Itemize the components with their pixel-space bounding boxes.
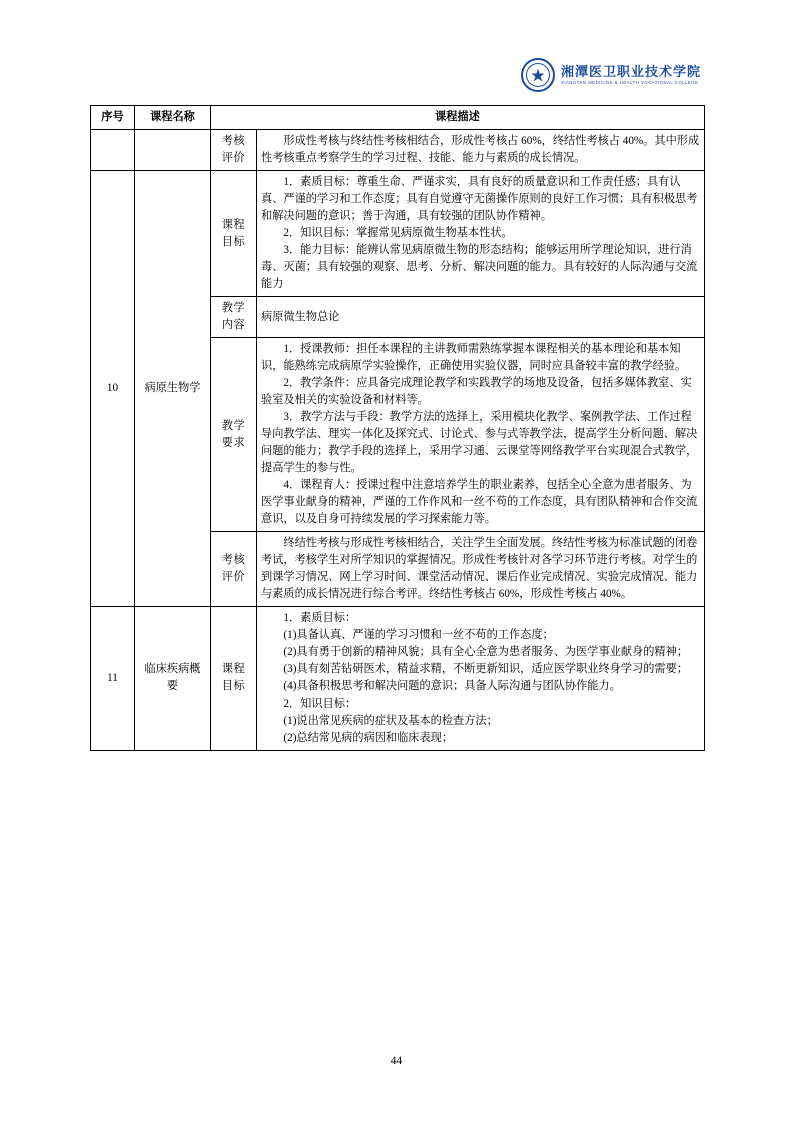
section-key-line1: 课程 bbox=[221, 663, 246, 676]
paragraph: (1)具备认真、严谨的学习习惯和一丝不苟的工作态度； bbox=[283, 629, 554, 642]
section-key-line1: 考核 bbox=[221, 135, 246, 148]
section-key-line1: 课程 bbox=[221, 218, 246, 231]
course-description-table bbox=[90, 105, 705, 751]
paragraph: 4．课程育人：授课过程中注意培养学生的职业素养，包括全心全意为患者服务、为医学事业献身的精神，严谨的工作作风和一丝不苟的工作态度，具有团队精神和合作交流意识，以及自身可持续发展的学习探索能力等。 bbox=[261, 479, 698, 526]
paragraph: 3．教学方法与手段：教学方法的选择上，采用模块化教学、案例教学法、工作过程导向教学法、理实一体化及探究式、讨论式、参与式等教学法，提高学生分析问题、解决问题的能力；教学手段的选择上，采用学习通、云课堂等网络教学平台实现混合式教学，提高学生的参与性。 bbox=[261, 411, 698, 475]
section-key-line2: 目标 bbox=[221, 235, 246, 248]
cell-section-text bbox=[257, 130, 705, 171]
header-no: 序号 bbox=[91, 106, 135, 130]
cell-section-text bbox=[257, 297, 705, 338]
college-logo-text bbox=[561, 65, 701, 86]
paragraph: 2．教学条件：应具备完成理论教学和实践教学的场地及设备，包括多媒体教室、实验室及相关的实验设备和材料等。 bbox=[261, 377, 692, 407]
section-key-line2: 要求 bbox=[221, 436, 246, 449]
section-key-line1: 教学 bbox=[221, 302, 246, 315]
cell-no: 10 bbox=[91, 171, 135, 607]
cell-course-name bbox=[135, 130, 211, 171]
college-name-cn: 湘潭医卫职业技术学院 bbox=[560, 63, 701, 79]
section-key-line2: 评价 bbox=[221, 152, 246, 165]
cell-course-name: 病原生物学 bbox=[135, 171, 211, 607]
header-course-name: 课程名称 bbox=[135, 106, 211, 130]
paragraph: 2．知识目标： bbox=[283, 697, 357, 710]
paragraph: (1)说出常见疾病的症状及基本的检查方法； bbox=[283, 714, 498, 727]
section-key-line1: 教学 bbox=[221, 419, 246, 432]
paragraph: (4)具备积极思考和解决问题的意识；具备人际沟通与团队协作能力。 bbox=[283, 680, 621, 693]
cell-section-text bbox=[257, 338, 705, 532]
cell-section-key bbox=[211, 607, 257, 750]
table-row bbox=[91, 171, 705, 297]
paragraph: 形成性考核与终结性考核相结合，形成性考核占 60%，终结性考核占 40%。其中形成性考核重点考察学生的学习过程、技能、能力与素质的成长情况。 bbox=[261, 135, 700, 165]
paragraph: 1．素质目标： bbox=[283, 612, 357, 625]
cell-section-key bbox=[211, 297, 257, 338]
table-header-row bbox=[91, 106, 705, 130]
section-key-line1: 考核 bbox=[221, 554, 246, 567]
paragraph: 3．能力目标：能辨认常见病原微生物的形态结构；能够运用所学理论知识，进行消毒、灭菌；具有较强的观察、思考、分析、解决问题的能力。具有较好的人际沟通与交流能力 bbox=[261, 244, 698, 291]
table-row bbox=[91, 130, 705, 171]
cell-section-text bbox=[257, 607, 705, 750]
section-key-line2: 内容 bbox=[221, 319, 246, 332]
paragraph: 2．知识目标：掌握常见病原微生物基本性状。 bbox=[283, 227, 513, 240]
college-name-en: XIANGTAN MEDICINE & HEALTH VOCATIONAL COLLEGE bbox=[560, 79, 699, 85]
cell-no: 11 bbox=[91, 607, 135, 750]
paragraph: 1．素质目标：尊重生命、严谨求实，具有良好的质量意识和工作责任感；具有认真、严谨的学习和工作态度；具有自觉遵守无菌操作原则的良好工作习惯；具有积极思考和解决问题的意识；善于沟通，具有较强的团队协作精神。 bbox=[261, 176, 698, 223]
page-number: 44 bbox=[390, 1055, 403, 1067]
cell-section-key bbox=[211, 130, 257, 171]
cell-section-text bbox=[257, 532, 705, 607]
header-description: 课程描述 bbox=[211, 106, 705, 130]
cell-section-key bbox=[211, 338, 257, 532]
cell-course-name: 临床疾病概要 bbox=[135, 607, 211, 750]
section-key-line2: 评价 bbox=[221, 571, 246, 584]
section-key-line2: 目标 bbox=[221, 680, 246, 693]
paragraph: 病原微生物总论 bbox=[261, 310, 340, 323]
college-seal-icon bbox=[521, 58, 555, 92]
cell-section-key bbox=[211, 532, 257, 607]
college-logo bbox=[521, 58, 701, 92]
cell-no bbox=[91, 130, 135, 171]
table-row bbox=[91, 607, 705, 750]
paragraph: (2)总结常见病的病因和临床表现； bbox=[283, 731, 454, 744]
paragraph: (2)具有勇于创新的精神风貌；具有全心全意为患者服务、为医学事业献身的精神； bbox=[283, 646, 689, 659]
paragraph: (3)具有刻苦钻研医术，精益求精，不断更新知识，适应医学职业终身学习的需要； bbox=[283, 663, 689, 676]
paragraph: 1．授课教师：担任本课程的主讲教师需熟练掌握本课程相关的基本理论和基本知识，能熟练完成病原学实验操作，正确使用实验仪器，同时应具备较丰富的教学经验。 bbox=[261, 343, 687, 373]
cell-section-key bbox=[211, 171, 257, 297]
cell-section-text bbox=[257, 171, 705, 297]
paragraph: 终结性考核与形成性考核相结合，关注学生全面发展。终结性考核为标准试题的闭卷考试，考核学生对所学知识的掌握情况。形成性考核针对各学习环节进行考核。对学生的到课学习情况、网上学习时间、课堂活动情况、课后作业完成情况、实验完成情况、能力与素质的成长情况进行综合考评。终结性考核占 60%，形成性考核占 40%。 bbox=[261, 537, 698, 601]
